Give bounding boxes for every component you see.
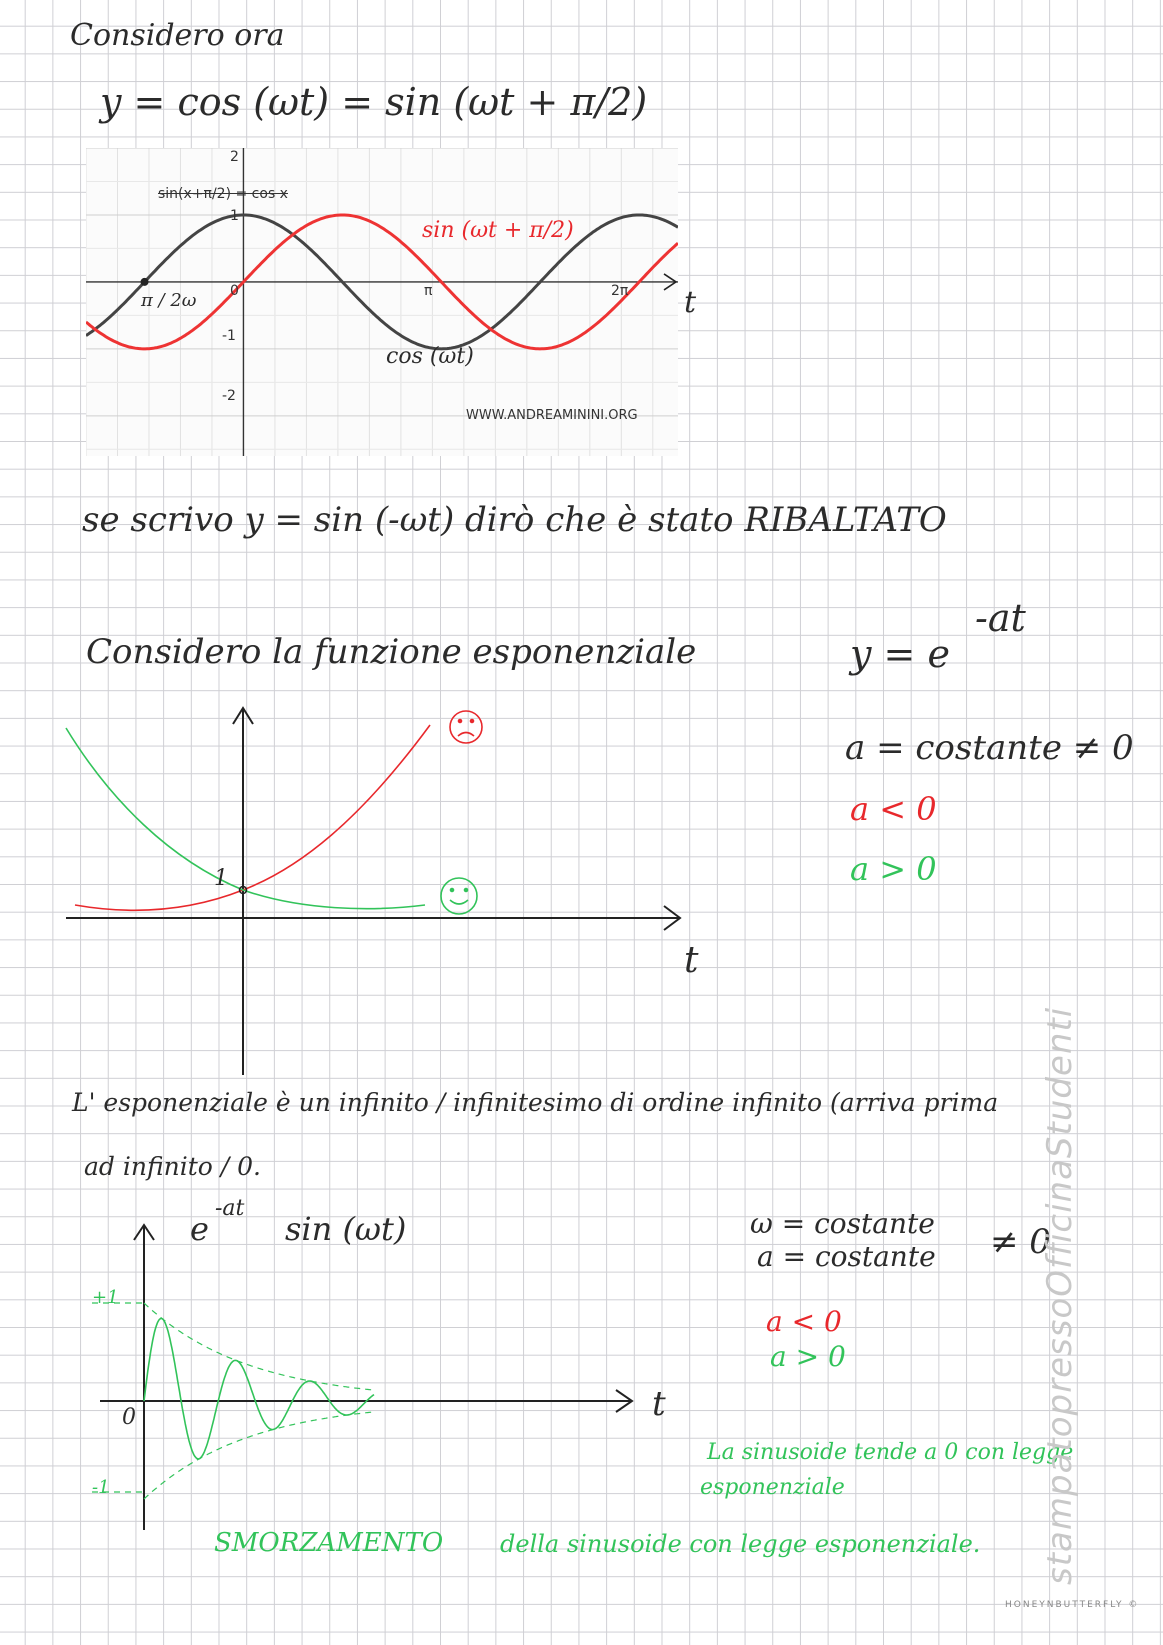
tende-line-1: La sinusoide tende a 0 con legge (707, 1440, 1074, 1465)
intersection-point (141, 278, 149, 286)
note-infinito-sentence: L' esponenziale è un infinito / infinitesimo di ordine infinito (arriva prima (72, 1088, 999, 1117)
exp-red-curve (75, 725, 430, 910)
a-positive-2: a > 0 (770, 1340, 846, 1373)
a-costante-2: a = costante (757, 1240, 936, 1273)
envelope-upper (144, 1303, 374, 1390)
exp-power: -at (975, 596, 1026, 640)
exp-green-curve (66, 728, 425, 909)
x-tick-2pi: 2π (611, 283, 629, 299)
note-formula-cos-sin: y = cos (ωt) = sin (ωt + π/2) (100, 80, 648, 124)
minus-one-label: -1 (92, 1477, 110, 1498)
exp-t-label: t (684, 940, 699, 981)
damped-sine-curve (144, 1318, 374, 1459)
omega-costante: ω = costante (750, 1207, 935, 1240)
credit-footer: HONEYNBUTTERFLY © (1005, 1600, 1140, 1610)
chart1-t-label: t (684, 285, 697, 320)
note-esponenziale: Considero la funzione esponenziale (86, 632, 697, 672)
exp-x-arrow (664, 906, 680, 930)
chart-watermark: WWW.ANDREAMININI.ORG (466, 408, 638, 423)
y-tick-0: 0 (230, 283, 239, 299)
note-line-considero-ora: Considero ora (70, 18, 285, 53)
a-negative-2: a < 0 (766, 1305, 842, 1338)
note-infinito-sentence-2: ad infinito / 0. (84, 1152, 261, 1181)
legend-text: sin(x+π/2) = cos x (158, 186, 288, 202)
exp-intercept-point (240, 887, 247, 894)
y-tick-2: 2 (230, 149, 239, 165)
envelope-lower (144, 1412, 374, 1499)
damped-base: e (190, 1210, 209, 1248)
smorzamento-title: SMORZAMENTO (214, 1528, 444, 1558)
exp-y-arrow (233, 708, 253, 724)
a-positive: a > 0 (850, 850, 937, 888)
tende-line-2: esponenziale (700, 1475, 845, 1500)
plus-one-label: +1 (92, 1287, 119, 1308)
printer-watermark: stampatopressoOfficinaStudenti (1040, 1006, 1080, 1585)
exp-formula: y = e (850, 632, 950, 676)
a-negative: a < 0 (850, 790, 937, 828)
sad-face-icon (450, 711, 482, 743)
y-tick-minus2: -2 (222, 388, 236, 404)
sin-series-label: sin (ωt + π/2) (422, 218, 574, 243)
damped-y-arrow (134, 1225, 154, 1240)
x-tick-pi: π (424, 283, 433, 299)
happy-face-icon (441, 878, 477, 914)
damped-t-label: t (652, 1384, 666, 1424)
cos-series-label: cos (ωt) (386, 344, 474, 369)
damped-x-arrow (616, 1390, 632, 1412)
a-costante: a = costante ≠ 0 (845, 728, 1134, 768)
damped-fn: sin (ωt) (285, 1210, 407, 1248)
damped-zero-label: 0 (122, 1405, 136, 1430)
y-tick-minus1: -1 (222, 328, 236, 344)
damped-power: -at (215, 1196, 245, 1221)
neq-zero: ≠ 0 (990, 1222, 1051, 1262)
y-tick-1: 1 (230, 208, 239, 224)
exp-one-label: 1 (214, 866, 228, 891)
chart-cos-sin (86, 148, 678, 456)
note-ribaltato: se scrivo y = sin (-ωt) dirò che è stato RIBALTATO (82, 500, 947, 540)
point-label-pi-over-2w: π / 2ω (141, 290, 197, 311)
smorzamento-rest: della sinusoide con legge esponenziale. (500, 1530, 981, 1558)
